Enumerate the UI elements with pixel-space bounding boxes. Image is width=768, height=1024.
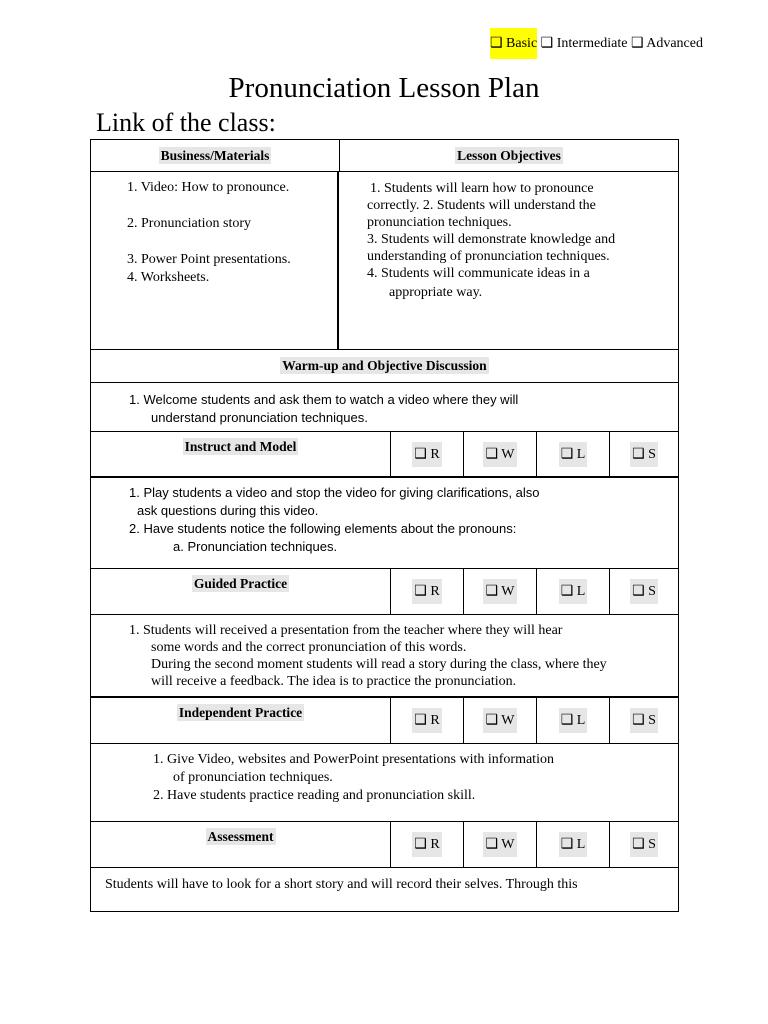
- objective-line: 3. Students will demonstrate knowledge and: [367, 232, 616, 247]
- material-item: 3. Power Point presentations.: [127, 252, 291, 267]
- guided-line: 1. Students will received a presentation from the teacher where they will hear: [129, 623, 563, 638]
- instruct-header: [90, 432, 679, 478]
- assessment-header: [90, 822, 679, 868]
- material-item: 4. Worksheets.: [127, 270, 210, 285]
- material-item: 2. Pronunciation story: [127, 216, 252, 231]
- warmup-body: [90, 383, 679, 432]
- instruct-line: 2. Have students notice the following elements about the pronouns:: [129, 521, 517, 536]
- reading-checkbox[interactable]: ❑ R: [412, 579, 441, 604]
- level-options: [490, 35, 703, 52]
- independent-title: Independent Practice: [178, 705, 303, 720]
- guided-header: [90, 569, 679, 615]
- assessment-body: [90, 868, 679, 912]
- class-link-label: Link of the class:: [96, 108, 276, 137]
- reading-checkbox[interactable]: ❑ R: [412, 832, 441, 857]
- warmup-header: [90, 350, 679, 383]
- objectives-header: Lesson Objectives: [457, 148, 561, 163]
- guided-title: Guided Practice: [193, 576, 288, 591]
- objective-line: 1. Students will learn how to pronounce: [370, 181, 594, 196]
- reading-checkbox[interactable]: ❑ R: [412, 442, 441, 467]
- independent-body: [90, 744, 679, 822]
- materials-objectives-body: [90, 172, 679, 350]
- materials-objectives-header: [90, 139, 679, 172]
- independent-line: 1. Give Video, websites and PowerPoint presentations with information: [153, 752, 554, 767]
- instruct-line: ask questions during this video.: [137, 503, 319, 518]
- lesson-plan-table: [90, 139, 679, 912]
- material-item: 1. Video: How to pronounce.: [127, 180, 290, 195]
- objective-line: 4. Students will communicate ideas in a: [367, 266, 590, 281]
- warmup-title: Warm-up and Objective Discussion: [282, 358, 487, 373]
- objectives-list: [339, 172, 678, 349]
- level-basic-checkbox[interactable]: ❑ Basic: [490, 28, 537, 59]
- listening-checkbox[interactable]: ❑ L: [559, 708, 588, 733]
- instruct-line: 1. Play students a video and stop the video for giving clarifications, also: [129, 485, 540, 500]
- level-intermediate-checkbox[interactable]: ❑ Intermediate: [540, 36, 628, 51]
- instruct-title: Instruct and Model: [184, 439, 297, 454]
- objective-line: appropriate way.: [389, 285, 483, 300]
- independent-line: of pronunciation techniques.: [173, 770, 333, 785]
- guided-line: will receive a feedback. The idea is to practice the pronunciation.: [151, 674, 517, 689]
- objective-line: pronunciation techniques.: [367, 215, 512, 230]
- reading-checkbox[interactable]: ❑ R: [412, 708, 441, 733]
- independent-header: [90, 698, 679, 744]
- warmup-line: understand pronunciation techniques.: [151, 410, 368, 425]
- writing-checkbox[interactable]: ❑ W: [483, 708, 516, 733]
- listening-checkbox[interactable]: ❑ L: [559, 579, 588, 604]
- instruct-body: [90, 478, 679, 569]
- warmup-line: 1. Welcome students and ask them to watch a video where they will: [129, 392, 519, 407]
- listening-checkbox[interactable]: ❑ L: [559, 832, 588, 857]
- speaking-checkbox[interactable]: ❑ S: [630, 708, 658, 733]
- guided-line: During the second moment students will read a story during the class, where they: [151, 657, 607, 672]
- speaking-checkbox[interactable]: ❑ S: [630, 442, 658, 467]
- materials-header: Business/Materials: [160, 148, 270, 163]
- instruct-line: a. Pronunciation techniques.: [173, 539, 338, 554]
- level-advanced-checkbox[interactable]: ❑ Advanced: [630, 36, 703, 51]
- objective-line: understanding of pronunciation techniques.: [367, 249, 610, 264]
- assessment-line: Students will have to look for a short story and will record their selves. Through this: [105, 877, 578, 892]
- materials-list: [91, 172, 339, 349]
- listening-checkbox[interactable]: ❑ L: [559, 442, 588, 467]
- page-title: Pronunciation Lesson Plan: [228, 72, 540, 104]
- writing-checkbox[interactable]: ❑ W: [483, 579, 516, 604]
- objective-line: correctly. 2. Students will understand the: [367, 198, 596, 213]
- guided-line: some words and the correct pronunciation of this words.: [151, 640, 467, 655]
- speaking-checkbox[interactable]: ❑ S: [630, 832, 658, 857]
- assessment-title: Assessment: [207, 829, 274, 844]
- writing-checkbox[interactable]: ❑ W: [483, 442, 516, 467]
- writing-checkbox[interactable]: ❑ W: [483, 832, 516, 857]
- guided-body: [90, 615, 679, 698]
- speaking-checkbox[interactable]: ❑ S: [630, 579, 658, 604]
- independent-line: 2. Have students practice reading and pronunciation skill.: [153, 788, 476, 803]
